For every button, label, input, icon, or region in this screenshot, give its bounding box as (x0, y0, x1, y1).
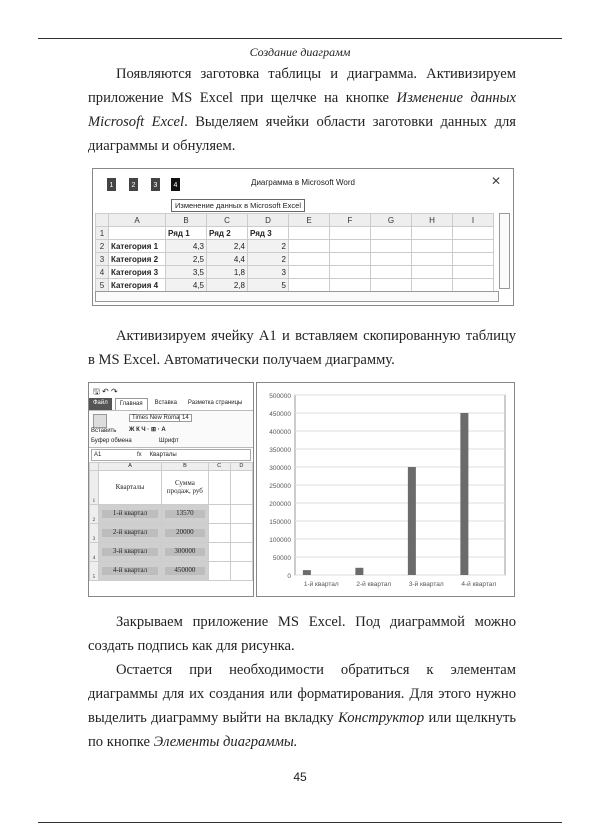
cell[interactable] (371, 227, 412, 240)
quick-access-toolbar[interactable]: 🖫 ↶ ↷ (93, 387, 118, 396)
column-header[interactable]: G (371, 214, 412, 227)
font-size-select[interactable]: 14 (179, 414, 192, 422)
x-tick-label: 1-й квартал (303, 581, 339, 588)
paragraph-2: Активизируем ячейку A1 и вставляем скопированную таблицу в MS Excel. Автоматически получаем диаграмму. (88, 328, 516, 368)
cell[interactable]: Сумма продаж, руб (162, 471, 208, 505)
cell[interactable] (230, 524, 252, 543)
cell[interactable] (412, 240, 453, 253)
excel-window (88, 382, 254, 597)
cell[interactable]: 2,8 (207, 279, 248, 292)
cell[interactable] (453, 227, 494, 240)
chart-styles-icon[interactable]: 3 (151, 178, 160, 191)
y-tick-label: 250000 (269, 483, 291, 490)
cell[interactable] (230, 471, 252, 505)
corner-cell[interactable] (90, 463, 99, 471)
cell[interactable] (230, 562, 252, 581)
ribbon-tabs (89, 398, 253, 410)
formula-input[interactable]: Кварталы (149, 452, 177, 458)
close-icon[interactable]: ✕ (490, 174, 501, 188)
chart-in-word-window (92, 168, 514, 306)
cell[interactable] (412, 253, 453, 266)
cell[interactable]: 3,5 (166, 266, 207, 279)
cell[interactable] (453, 279, 494, 292)
paste-icon[interactable] (93, 414, 107, 428)
y-tick-label: 50000 (272, 555, 291, 562)
font-format-buttons[interactable]: Ж К Ч · ⊞ · A (129, 427, 166, 433)
group-label: Шрифт (159, 438, 179, 444)
table-row (96, 279, 494, 292)
cell[interactable] (208, 543, 230, 562)
quick-layout-icon[interactable]: 1 (107, 178, 116, 191)
cell[interactable]: 3-й квартал (98, 543, 162, 562)
cell[interactable]: 4,4 (207, 253, 248, 266)
column-header[interactable]: F (330, 214, 371, 227)
column-header[interactable]: A (98, 463, 162, 471)
data-grid (95, 213, 494, 292)
window-title: Диаграмма в Microsoft Word (251, 178, 355, 187)
cell[interactable]: 300000 (162, 543, 208, 562)
bar (303, 570, 311, 575)
cell[interactable] (230, 505, 252, 524)
cell[interactable] (371, 253, 412, 266)
row-header[interactable]: 3 (90, 524, 99, 543)
name-box[interactable]: A1 (94, 452, 102, 458)
cell[interactable] (453, 253, 494, 266)
column-header[interactable]: E (289, 214, 330, 227)
tab-home[interactable]: Главная (115, 398, 148, 410)
y-tick-label: 0 (287, 573, 291, 580)
tooltip: Изменение данных в Microsoft Excel (171, 199, 305, 212)
column-header[interactable]: B (162, 463, 208, 471)
paste-button[interactable]: Вставить (91, 428, 117, 434)
cell[interactable]: Кварталы (98, 471, 162, 505)
cell[interactable]: Категория 4 (109, 279, 166, 292)
y-tick-label: 400000 (269, 429, 291, 436)
column-header[interactable]: D (230, 463, 252, 471)
table-row (96, 240, 494, 253)
cell[interactable]: 2,5 (166, 253, 207, 266)
cell[interactable]: 2-й квартал (98, 524, 162, 543)
column-header[interactable]: H (412, 214, 453, 227)
cell[interactable] (208, 524, 230, 543)
row-header[interactable]: 2 (90, 505, 99, 524)
cell[interactable]: 4,5 (166, 279, 207, 292)
formula-bar (91, 449, 251, 461)
cell[interactable] (371, 279, 412, 292)
row-header[interactable]: 4 (96, 266, 109, 279)
text: Остается при необходимости обратиться к элементам диаграммы для их создания или форматирования. Для этого нужно выделить диаграмму выйти на вкладку (88, 662, 516, 726)
cell[interactable]: 13570 (162, 505, 208, 524)
cell[interactable] (330, 227, 371, 240)
cell[interactable]: Категория 1 (109, 240, 166, 253)
group-label: Буфер обмена (91, 438, 132, 444)
cell[interactable]: 4-й квартал (98, 562, 162, 581)
cell[interactable] (412, 227, 453, 240)
cell[interactable] (230, 543, 252, 562)
cell[interactable] (453, 266, 494, 279)
cell[interactable] (330, 266, 371, 279)
y-tick-label: 500000 (269, 393, 291, 400)
tab-page-layout[interactable]: Разметка страницы (187, 400, 243, 406)
cell[interactable]: 5 (248, 279, 289, 292)
cell[interactable]: 2 (248, 253, 289, 266)
x-tick-label: 3-й квартал (408, 581, 444, 588)
page-number: 45 (293, 770, 307, 784)
paragraph-4 (88, 658, 516, 754)
italic-text: Конструктор (338, 710, 425, 726)
bar (355, 568, 363, 575)
row-header[interactable]: 5 (96, 279, 109, 292)
x-tick-label: 2-й квартал (356, 581, 392, 588)
cell[interactable] (412, 266, 453, 279)
cell[interactable]: Категория 3 (109, 266, 166, 279)
column-header[interactable]: B (166, 214, 207, 227)
cell[interactable]: Категория 2 (109, 253, 166, 266)
italic-text: Элементы диаграммы. (153, 734, 298, 750)
column-header[interactable]: C (208, 463, 230, 471)
tab-insert[interactable]: Вставка (154, 400, 177, 406)
cell[interactable] (371, 240, 412, 253)
edit-data-excel-icon[interactable]: 4 (171, 178, 180, 191)
cell[interactable] (289, 279, 330, 292)
horizontal-scrollbar[interactable] (95, 291, 499, 302)
cell[interactable] (289, 240, 330, 253)
y-tick-label: 350000 (269, 447, 291, 454)
fx-icon[interactable]: fx (137, 452, 142, 458)
italic-text: Изменение данных Microsoft Excel (88, 90, 516, 130)
cell[interactable] (208, 471, 230, 505)
running-header: Создание диаграмм (249, 45, 351, 59)
y-tick-label: 300000 (269, 465, 291, 472)
y-tick-label: 450000 (269, 411, 291, 418)
table-row (96, 253, 494, 266)
x-tick-label: 4-й квартал (461, 581, 497, 588)
change-colors-icon[interactable]: 2 (129, 178, 138, 191)
cell[interactable] (371, 266, 412, 279)
column-header[interactable]: C (207, 214, 248, 227)
bottom-rule (38, 822, 562, 823)
column-header[interactable]: A (109, 214, 166, 227)
top-rule (38, 38, 562, 39)
cell[interactable] (330, 240, 371, 253)
cell[interactable]: 4,3 (166, 240, 207, 253)
row-header[interactable]: 2 (96, 240, 109, 253)
sheet-grid (89, 462, 253, 581)
vertical-scrollbar[interactable] (499, 213, 510, 289)
row-header[interactable]: 4 (90, 543, 99, 562)
tab-file[interactable]: Файл (89, 398, 112, 410)
table-row (90, 562, 253, 581)
table-row (90, 543, 253, 562)
row-header[interactable]: 5 (90, 562, 99, 581)
row-header[interactable]: 1 (90, 471, 99, 505)
bar-chart (256, 382, 515, 597)
cell[interactable]: 1-й квартал (98, 505, 162, 524)
table-row (96, 266, 494, 279)
cell[interactable]: Ряд 1 (166, 227, 207, 240)
table-row (96, 227, 494, 240)
cell[interactable] (208, 505, 230, 524)
chart-svg (257, 383, 514, 596)
row-header[interactable]: 3 (96, 253, 109, 266)
cell[interactable] (289, 227, 330, 240)
paragraph-3: Закрываем приложение MS Excel. Под диаграммой можно создать подпись как для рисунка. (88, 614, 516, 654)
cell[interactable] (453, 240, 494, 253)
row-header[interactable]: 1 (96, 227, 109, 240)
cell[interactable]: 2 (248, 240, 289, 253)
table-row (90, 505, 253, 524)
corner-cell[interactable] (96, 214, 109, 227)
cell[interactable]: 450000 (162, 562, 208, 581)
y-tick-label: 150000 (269, 519, 291, 526)
y-tick-label: 100000 (269, 537, 291, 544)
cell[interactable] (208, 562, 230, 581)
font-name-select[interactable]: Times New Roma (129, 414, 182, 422)
cell[interactable]: Ряд 2 (207, 227, 248, 240)
cell[interactable]: 3 (248, 266, 289, 279)
cell[interactable]: Ряд 3 (248, 227, 289, 240)
cell[interactable] (289, 266, 330, 279)
cell[interactable]: 1,8 (207, 266, 248, 279)
cell[interactable]: 2,4 (207, 240, 248, 253)
table-row (90, 471, 253, 505)
text: Появляются заготовка таблицы и диаграмма. Активизируем приложение MS Excel при щелчке на кнопке (88, 66, 516, 106)
cell[interactable] (109, 227, 166, 240)
bar (460, 413, 468, 575)
text: . Выделяем ячейки области заготовки данных для диаграммы и обнуляем. (88, 114, 516, 154)
cell[interactable] (330, 279, 371, 292)
cell[interactable] (412, 279, 453, 292)
column-header[interactable]: I (453, 214, 494, 227)
bar (408, 467, 416, 575)
ribbon (89, 410, 253, 448)
column-header[interactable]: D (248, 214, 289, 227)
cell[interactable] (330, 253, 371, 266)
cell[interactable]: 20000 (162, 524, 208, 543)
paragraph-1 (88, 62, 516, 158)
table-row (90, 524, 253, 543)
y-tick-label: 200000 (269, 501, 291, 508)
text: или щелкнуть по кнопке (88, 710, 516, 750)
cell[interactable] (289, 253, 330, 266)
